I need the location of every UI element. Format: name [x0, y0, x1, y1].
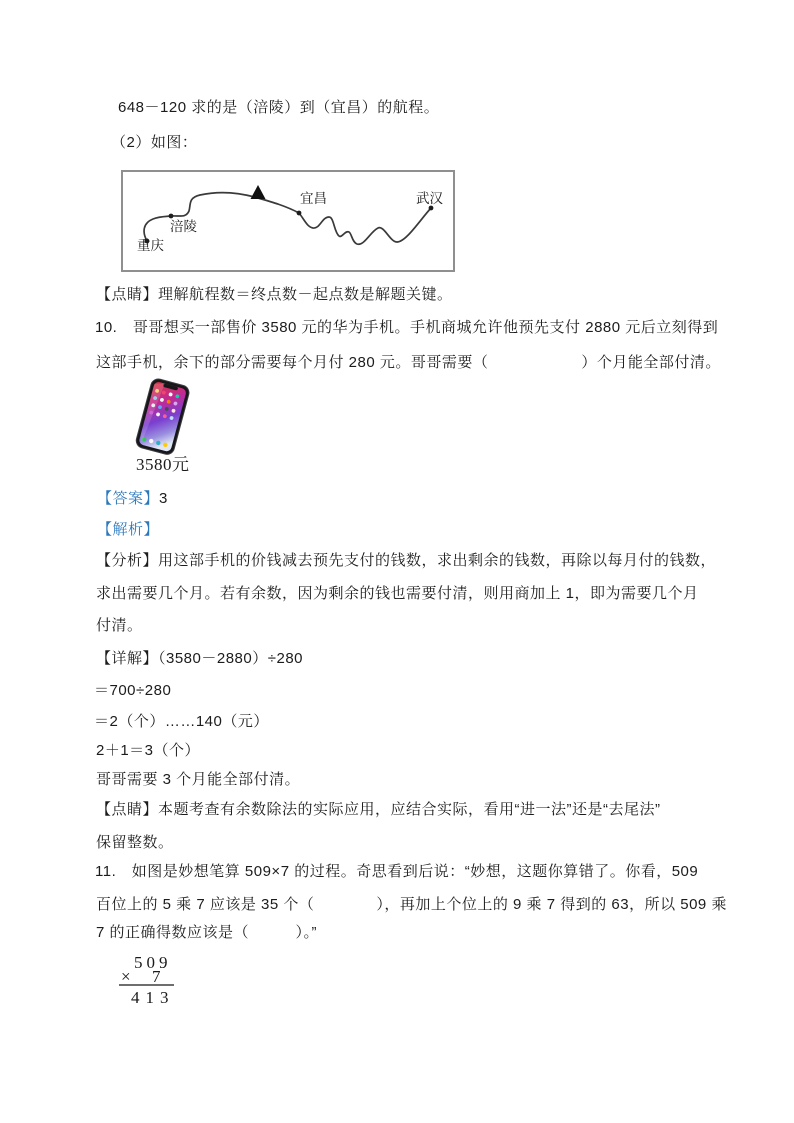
multiplication-result: 413 — [131, 988, 175, 1007]
note-previous-question: 【点睛】理解航程数＝终点数－起点数是解题关键。 — [96, 286, 453, 303]
fenxi-line-2: 求出需要几个月。若有余数，因为剩余的钱也需要付清，则用商加上 1，即为需要几个月 — [96, 585, 699, 602]
answer-value: 3 — [159, 490, 168, 507]
route-map-figure — [121, 170, 455, 272]
river-route-drawing — [123, 172, 453, 270]
answer-route-text: 648－120 求的是（涪陵）到（宜昌）的航程。 — [118, 99, 440, 116]
multiplier: 7 — [152, 967, 161, 986]
figure-caption: （2）如图： — [111, 134, 198, 151]
answer-line — [97, 489, 168, 509]
note-q10-line-2: 保留整数。 — [96, 834, 174, 851]
question-10-line-2: 这部手机，余下的部分需要每个月付 280 元。哥哥需要（ ）个月能全部付清。 — [96, 354, 721, 371]
boat-triangle-icon — [251, 185, 266, 199]
question-10-line-1: 10. 哥哥想买一部售价 3580 元的华为手机。手机商城允许他预先支付 2880 元后立刻得到 — [95, 319, 719, 336]
wuhan-dot — [429, 206, 434, 211]
phone-price-label: 3580元 — [136, 455, 190, 474]
question-11-line-3: 7 的正确得数应该是（ ）。” — [96, 924, 318, 941]
yichang-label: 宜昌 — [300, 191, 327, 206]
fuling-dot — [169, 214, 174, 219]
yichang-dot — [297, 211, 302, 216]
jiexi-label: 【解析】 — [97, 521, 160, 538]
equation-line-3: 2＋1＝3（个） — [96, 742, 201, 759]
equation-line-2: ＝2（个）……140（元） — [94, 713, 269, 730]
multiply-sign: × — [121, 967, 131, 986]
question-11-line-1: 11. 如图是妙想笔算 509×7 的过程。奇思看到后说：“妙想，这题你算错了。你看，509 — [95, 863, 699, 880]
fenxi-line-3: 付清。 — [96, 617, 143, 634]
multiplicand: 509 — [134, 953, 172, 972]
vertical-multiplication-figure — [118, 951, 180, 1009]
fenxi-line-1: 【分析】用这部手机的价钱减去预先支付的钱数，求出剩余的钱数，再除以每月付的钱数， — [96, 552, 717, 569]
conclusion-line: 哥哥需要 3 个月能全部付清。 — [96, 771, 301, 788]
wuhan-label: 武汉 — [416, 191, 443, 206]
note-q10-line-1: 【点睛】本题考查有余数除法的实际应用，应结合实际，看用“进一法”还是“去尾法” — [96, 801, 661, 818]
smartphone-image — [122, 377, 202, 457]
phone-illustration — [122, 377, 202, 457]
answer-label: 【答案】 — [97, 490, 160, 507]
question-11-line-2: 百位上的 5 乘 7 应该是 35 个（ ），再加上个位上的 9 乘 7 得到的 63，所以 509 乘 — [96, 896, 727, 913]
multiplication-rule-line — [119, 984, 174, 986]
fuling-label: 涪陵 — [170, 219, 197, 234]
equation-line-1: ＝700÷280 — [94, 682, 172, 699]
chongqing-label: 重庆 — [137, 238, 164, 253]
xiangjie-line-1: 【详解】（3580－2880）÷280 — [96, 650, 303, 667]
